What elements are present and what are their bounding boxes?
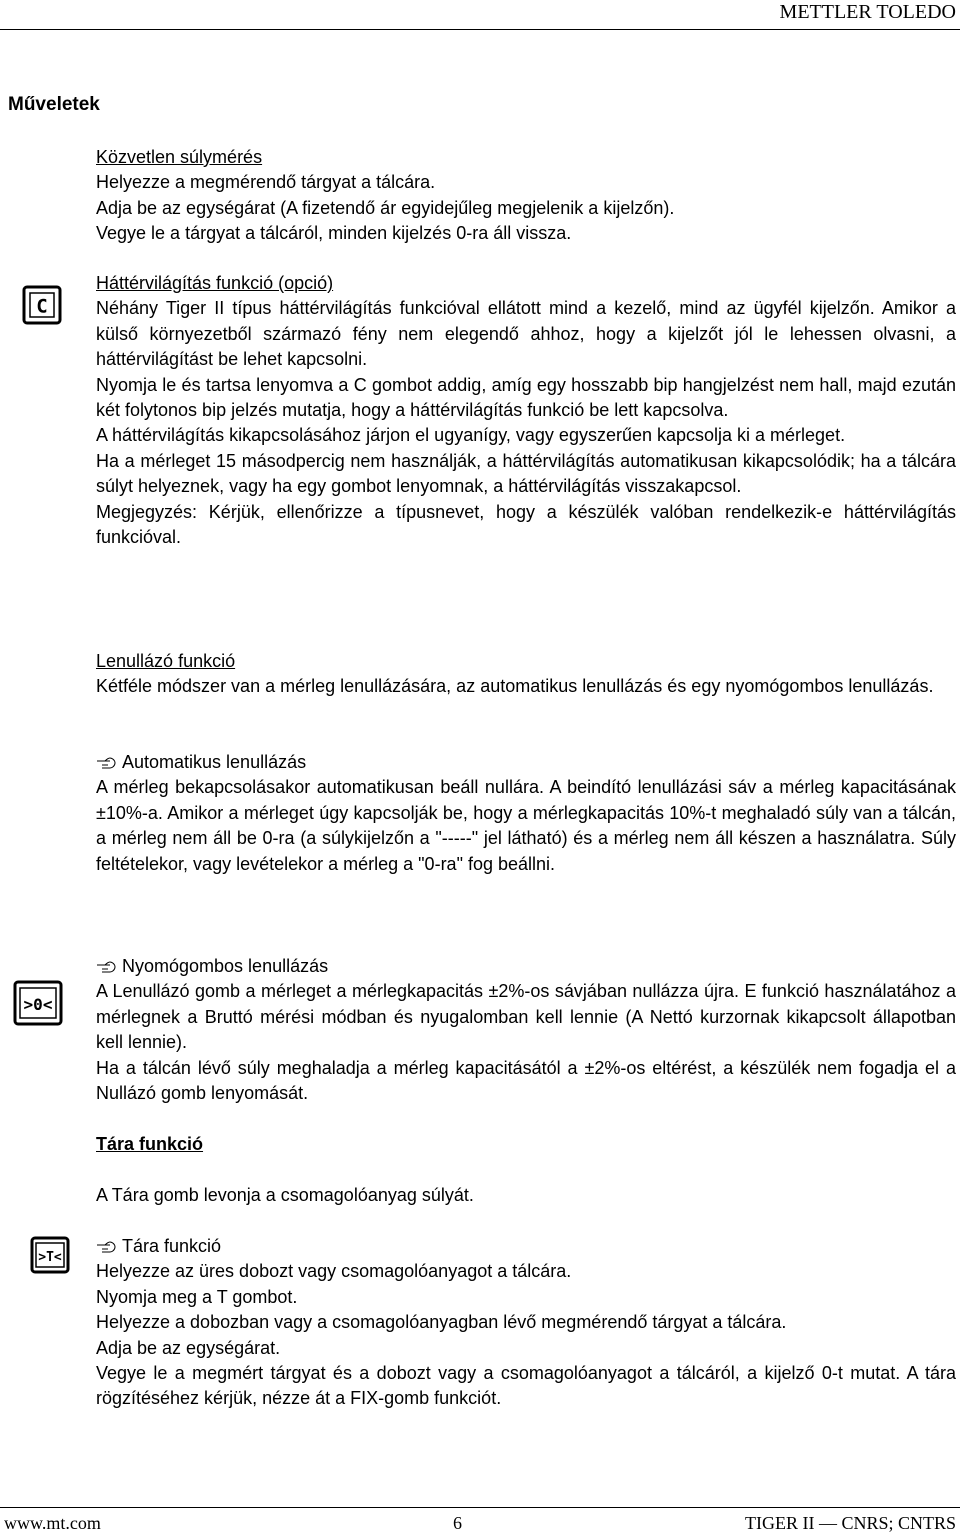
backlight-section: [96, 271, 956, 550]
tare-sub-heading-row: [96, 1234, 956, 1259]
c-key-label: C: [36, 295, 48, 318]
zeroing-section: [96, 649, 956, 700]
auto-zero-heading: Automatikus lenullázás: [122, 752, 307, 772]
auto-zero-heading-row: [96, 750, 956, 775]
backlight-paragraph: A háttérvilágítás kikapcsolásához járjon el ugyanígy, vagy egyszerűen kapcsolja ki a mérleget.: [96, 425, 846, 446]
page-title: Műveletek: [8, 94, 100, 115]
pointing-hand-icon: [96, 954, 122, 979]
button-zero-section: [96, 954, 956, 1106]
footer-website: www.mt.com: [4, 1513, 101, 1533]
tare-step: Vegye le a megmért tárgyat és a dobozt vagy a csomagolóanyagot a tálcáról, a kijelző 0-t mutat. A tára rögzítéséhez kérjük, nézze át a FIX-gomb funkciót.: [96, 1363, 956, 1409]
backlight-paragraph: Megjegyzés: Kérjük, ellenőrizze a típusnevet, hogy a készülék valóban rendelkezik-e háttérvilágítás funkcióval.: [96, 501, 956, 548]
footer-model: TIGER II — CNRS; CNTRS: [744, 1513, 956, 1533]
footer-page-number: 6: [453, 1513, 462, 1533]
backlight-paragraph: Nyomja le és tartsa lenyomva a C gombot addig, amíg egy hosszabb bip hangjelzést nem hall, majd ezután két folytonos bip jelzés mutatja, hogy a háttérvilágítás funkció be lett kapcsolva.: [96, 374, 956, 421]
backlight-paragraph: Ha a mérleget 15 másodpercig nem használják, a háttérvilágítás automatikusan kikapcsolódik; ha a tálcára súlyt helyeznek, vagy ha egy gombot lenyomnak, a háttérvilágítás visszakapcsol.: [96, 450, 956, 497]
tare-intro-block: [96, 1183, 956, 1208]
footer-rule: [0, 1507, 960, 1508]
zeroing-heading: Lenullázó funkció: [96, 651, 236, 671]
tare-section: [96, 1132, 956, 1157]
direct-weighing-heading: Közvetlen súlymérés: [96, 147, 263, 167]
zero-key-icon: [13, 980, 63, 1026]
pointing-hand-icon: [96, 750, 122, 775]
direct-weighing-line: Adja be az egységárat (A fizetendő ár egyidejűleg megjelenik a kijelzőn).: [96, 197, 675, 218]
zeroing-intro: Kétféle módszer van a mérleg lenullázására, az automatikus lenullázás és egy nyomógombos lenullázás.: [96, 676, 934, 697]
button-zero-heading: Nyomógombos lenullázás: [122, 956, 329, 976]
tare-step: Helyezze az üres dobozt vagy csomagolóanyagot a tálcára.: [96, 1261, 572, 1282]
tare-step: Helyezze a dobozban vagy a csomagolóanyagban lévő megmérendő tárgyat a tálcára.: [96, 1312, 787, 1333]
header-rule: [0, 29, 960, 30]
auto-zero-text: A mérleg bekapcsolásakor automatikusan beáll nullára. A beindító lenullázási sáv a mérleg kapacitásának ±10%-a. Amikor a mérleget úgy kapcsolják be, hogy a mérlegkapacitás 10%-t meghaladó súly van a tálcán, a mérleg nem áll be 0-ra (a súlykijelzőn a "-----" jel látható) és a mérleg nem áll készen a használatra. Súly feltételekor, vagy levételekor a mérleg a "0-ra" fog beállni.: [96, 777, 956, 874]
button-zero-heading-row: [96, 954, 956, 979]
tare-heading: Tára funkció: [96, 1134, 204, 1154]
zero-key-label: >0<: [23, 995, 53, 1014]
tare-step: Adja be az egységárat.: [96, 1337, 281, 1358]
tare-step: Nyomja meg a T gombot.: [96, 1286, 298, 1307]
c-key-icon: [22, 285, 62, 325]
backlight-paragraph: Néhány Tiger II típus háttérvilágítás funkcióval ellátott mind a kezelő, mind az ügyfél kijelzőn. Amikor a külső környezetből származó fény nem elegendő ahhoz, hogy a kijelzőt jól le lehessen olvasni, a háttérvilágítást be lehet kapcsolni.: [96, 298, 956, 370]
tare-intro: A Tára gomb levonja a csomagolóanyag súlyát.: [96, 1185, 474, 1205]
button-zero-paragraph: A Lenullázó gomb a mérleget a mérlegkapacitás ±2%-os sávjában nullázza újra. E funkció használatához a mérlegnek a Bruttó mérési módban és nyugalomban kell lennie (A Nettó kurzornak kikapcsolt állapotban kell lennie).: [96, 981, 956, 1053]
direct-weighing-line: Helyezze a megmérendő tárgyat a tálcára.: [96, 172, 436, 193]
tare-sub-heading: Tára funkció: [122, 1236, 222, 1256]
tare-key-label: >T<: [38, 1250, 62, 1265]
tare-sub-section: [96, 1234, 956, 1412]
brand-name: METTLER TOLEDO: [779, 1, 956, 23]
pointing-hand-icon: [96, 1234, 122, 1259]
direct-weighing-line: Vegye le a tárgyat a tálcáról, minden kijelzés 0-ra áll vissza.: [96, 223, 572, 244]
backlight-heading: Háttérvilágítás funkció (opció): [96, 273, 334, 293]
button-zero-paragraph: Ha a tálcán lévő súly meghaladja a mérleg kapacitásától a ±2%-os eltérést, a készülék nem fogadja el a Nullázó gomb lenyomását.: [96, 1057, 956, 1104]
tare-key-icon: [30, 1236, 70, 1274]
direct-weighing-section: [96, 145, 956, 247]
auto-zero-section: [96, 750, 956, 877]
